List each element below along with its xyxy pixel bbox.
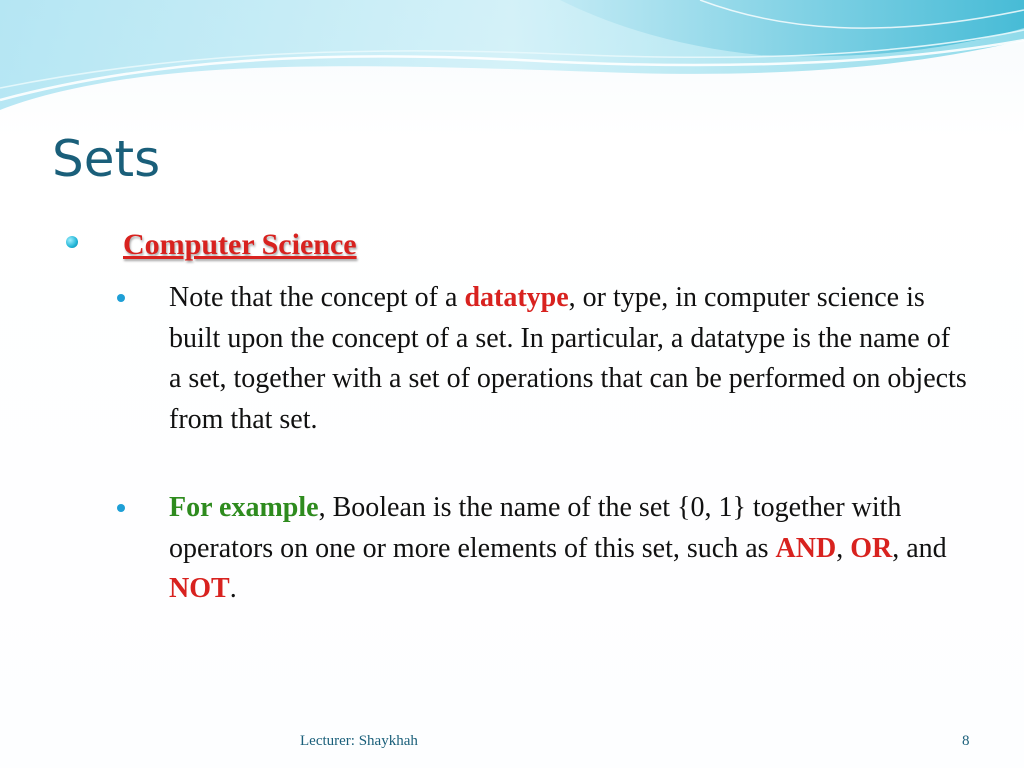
text-segment: , Boolean is the name of the set {0, 1} together with operators on one or more elements of this set, such as [169, 492, 902, 564]
decorative-wave-banner [0, 0, 1024, 120]
highlight-for-example: For example [169, 492, 319, 523]
page-number: 8 [962, 733, 970, 749]
text-segment: , and [892, 532, 947, 564]
highlight-and: AND [775, 532, 837, 564]
bullet-paragraph-example [169, 488, 969, 610]
footer-lecturer: Lecturer: Shaykhah [300, 733, 418, 749]
bullet-paragraph-datatype [169, 278, 969, 440]
bullet-dot [117, 504, 125, 512]
text-segment: . [229, 573, 237, 604]
bullet-dot [117, 294, 125, 302]
text-segment: , or type, in computer science is built upon the concept of a set. In particular, a datatype is the name of a set, together with a set of operations that can be performed on objects from that set. [169, 282, 967, 435]
section-heading: Computer Science [123, 228, 357, 261]
highlight-datatype: datatype [464, 282, 569, 313]
text-segment: , [836, 532, 851, 564]
slide-title: Sets [52, 130, 161, 188]
text-segment: Note that the concept of a [169, 282, 465, 313]
bullet-dot [66, 236, 78, 248]
highlight-or: OR [850, 532, 893, 564]
highlight-not: NOT [169, 573, 230, 604]
